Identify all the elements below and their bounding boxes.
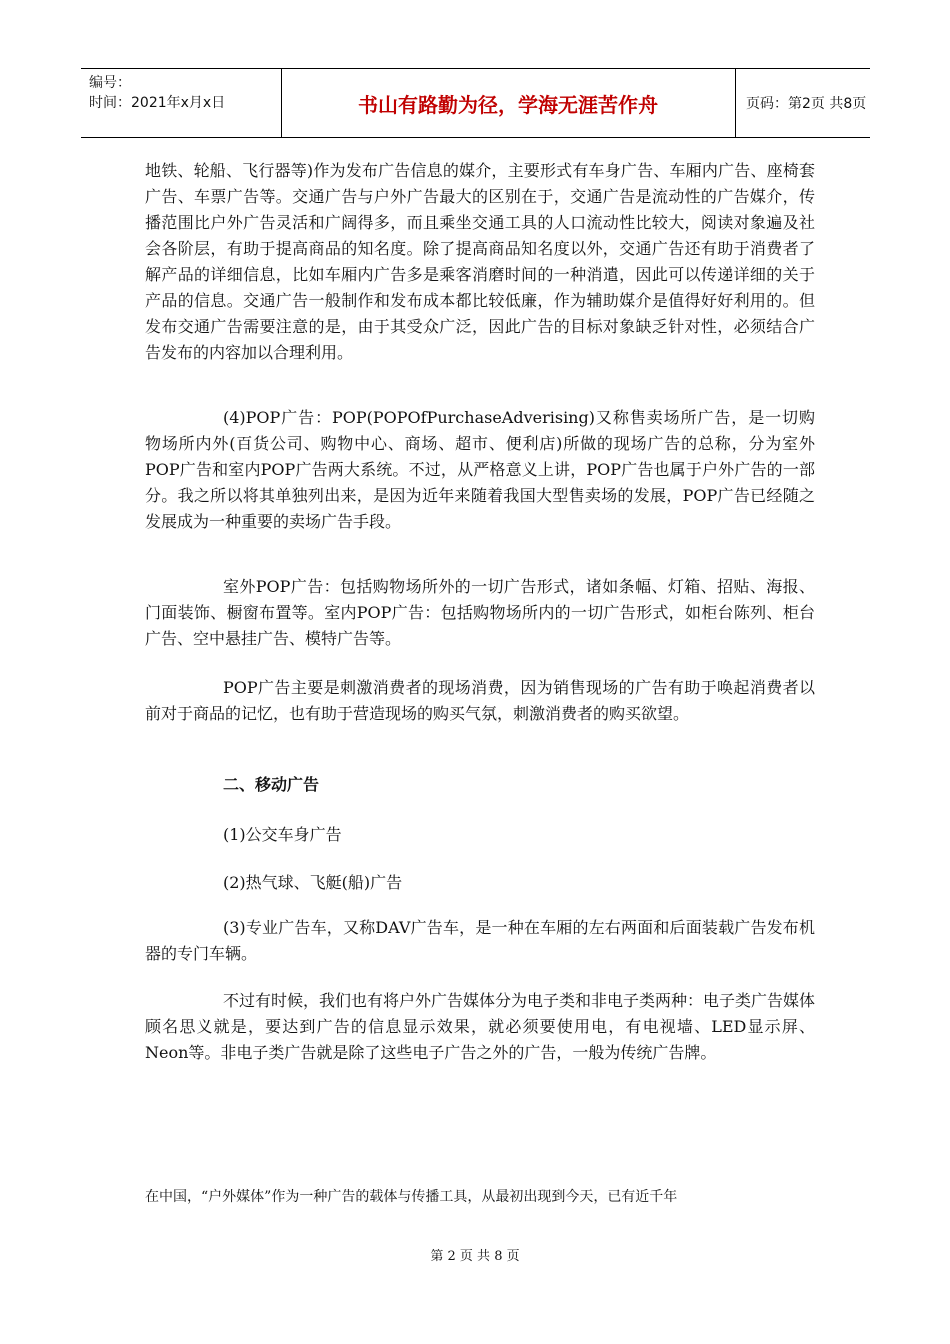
paragraph-pop-ads: (4)POP广告：POP(POPOfPurchaseAdverising)又称售卖场所广告，是一切购物场所内外(百货公司、购物中心、商场、超市、便利店)所做的现场广告的总称，分为室外POP广告和室内POP广告两大系统。不过，从严格意义上讲，POP广告也属于户外广告的一部分。我之所以将其单独列出来，是因为近年来随着我国大型售卖场的发展，POP广告已经随之发展成为一种重要的卖场广告手段。 [145, 408, 815, 531]
paragraph-pop-types: 室外POP广告：包括购物场所外的一切广告形式，诸如条幅、灯箱、招贴、海报、门面装饰、橱窗布置等。室内POP广告：包括购物场所内的一切广告形式，如柜台陈列、柜台广告、空中悬挂广告、模特广告等。 [145, 577, 815, 648]
motto-text: 书山有路勤为径，学海无涯苦作舟 [358, 92, 658, 117]
paragraph-pop-purpose: POP广告主要是刺激消费者的现场消费，因为销售现场的广告有助于唤起消费者以前对于商品的记忆，也有助于营造现场的购买气氛，刺激消费者的购买欲望。 [145, 678, 815, 723]
header-motto-cell [281, 69, 736, 137]
list-item: (1)公交车身广告 [223, 825, 342, 844]
header-left-cell [81, 69, 282, 137]
paragraph-transport-ads: 地铁、轮船、飞行器等)作为发布广告信息的媒介，主要形式有车身广告、车厢内广告、座椅套广告、车票广告等。交通广告与户外广告最大的区别在于，交通广告是流动性的广告媒介，传播范围比户外广告灵活和广阔得多，而且乘坐交通工具的人口流动性比较大，阅读对象遍及社会各阶层，有助于提高商品的知名度。除了提高商品知名度以外，交通广告还有助于消费者了解产品的详细信息，比如车厢内广告多是乘客消磨时间的一种消遣，因此可以传递详细的关于产品的信息。交通广告一般制作和发布成本都比较低廉，作为辅助媒介是值得好好利用的。但发布交通广告需要注意的是，由于其受众广泛，因此广告的目标对象缺乏针对性，必须结合广告发布的内容加以合理利用。 [145, 161, 815, 362]
section-heading: 二、移动广告 [223, 775, 320, 794]
paragraph-ad-vehicle: (3)专业广告车，又称DAV广告车，是一种在车厢的左右两面和后面装载广告发布机器的专门车辆。 [145, 918, 815, 963]
page-footer: 第 2 页 共 8 页 [430, 1249, 520, 1264]
paragraph-outdoor-media-china: 在中国，“户外媒体”作为一种广告的载体与传播工具，从最初出现到今天，已有近千年 [145, 1189, 678, 1205]
list-item: (2)热气球、飞艇(船)广告 [223, 873, 403, 892]
paragraph-electronic-ads: 不过有时候，我们也有将户外广告媒体分为电子类和非电子类两种：电子类广告媒体顾名思义就是，要达到广告的信息显示效果，就必须要使用电，有电视墙、LED显示屏、Neon等。非电子类广告就是除了这些电子广告之外的广告，一般为传统广告牌。 [145, 991, 816, 1062]
page-info: 页码：第2页 共8页 [746, 96, 867, 112]
header-right-cell [736, 69, 870, 137]
time-label: 时间：2021年x月x日 [89, 95, 226, 111]
serial-label: 编号： [89, 75, 131, 91]
page-header [81, 68, 870, 138]
